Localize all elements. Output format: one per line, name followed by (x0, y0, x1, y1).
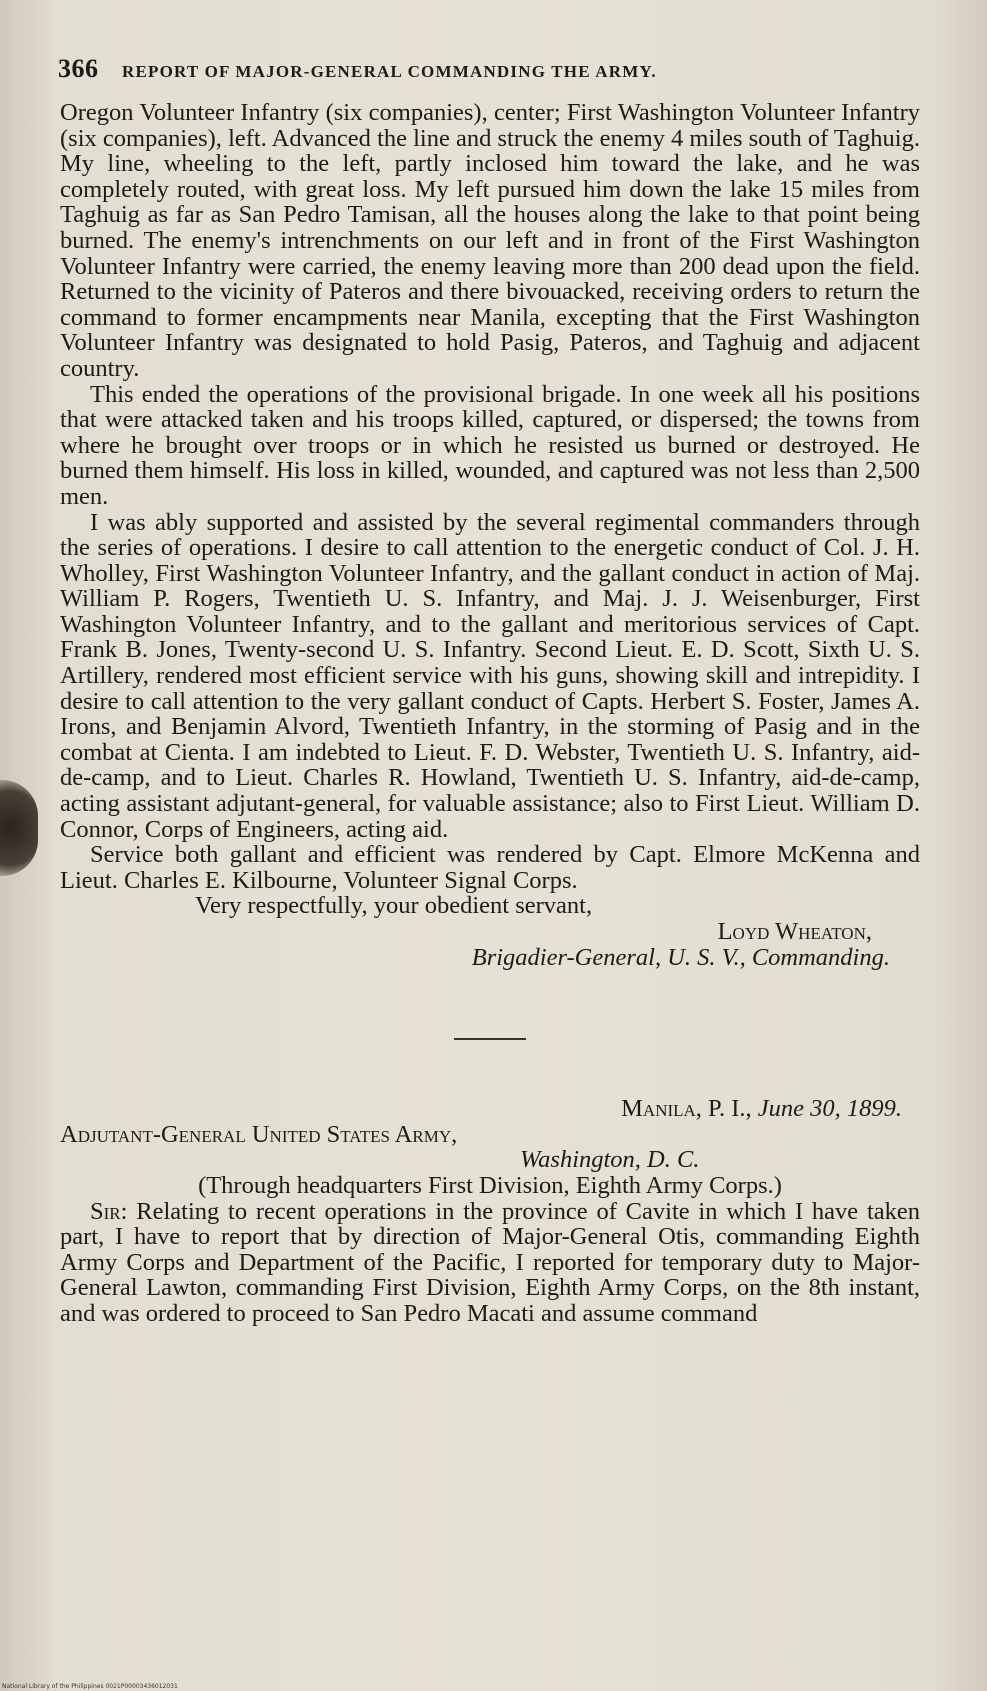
signature-name: Loyd Wheaton, (717, 918, 872, 945)
dateline-date: June 30, 1899. (757, 1095, 902, 1123)
page-header (58, 54, 938, 84)
running-title: REPORT OF MAJOR-GENERAL COMMANDING THE ARMY. (122, 62, 657, 81)
section-divider (454, 1038, 526, 1040)
dateline (60, 1096, 920, 1122)
scan-footer: National Library of the Philippines 0021P00003436012031 (2, 1683, 178, 1690)
scanner-thumb-shadow (0, 780, 38, 876)
signature-title: Brigadier-General, U. S. V., Commanding. (471, 943, 890, 971)
paragraph: I was ably supported and assisted by the several regimental commanders through the series of operations. I desire to call attention to the energetic conduct of Col. J. H. Wholley, First Washington Volunteer Infantry, and the gallant conduct in action of Maj. William P. Rogers, Twentieth U. S. Infantry, and Maj. J. J. Weisenburger, First Washington Volunteer Infantry, and to the gallant and meritorious services of Capt. Frank B. Jones, Twenty-second U. S. Infantry. Second Lieut. E. D. Scott, Sixth U. S. Artillery, rendered most efficient service with his guns, showing skill and intrepidity. I desire to call attention to the very gallant conduct of Capts. Herbert S. Foster, James A. Irons, and Benjamin Alvord, Twentieth Infantry, in the storming of Pasig and in the combat at Cienta. I am indebted to Lieut. F. D. Webster, Twentieth U. S. Infantry, aid-de-camp, and to Lieut. Charles R. Howland, Twentieth U. S. Infantry, aid-de-camp, acting assistant adjutant-general, for valuable assistance; also to First Lieut. William D. Connor, Corps of Engineers, acting aid. (60, 508, 920, 843)
closing-line: Very respectfully, your obedient servant, (195, 892, 593, 920)
letter-body-text: Relating to recent operations in the province of Cavite in which I have taken part, I have to report that by direction of Major-General Otis, commanding Eighth Army Corps and Department of the Pacific, I reported for temporary duty to Major-General Lawton, commanding First Division, Eighth Army Corps, on the 8th instant, and was ordered to proceed to San Pedro Macati and assume command (60, 1197, 920, 1327)
addressee-location: Washington, D. C. (520, 1146, 700, 1174)
page-number: 366 (58, 54, 99, 83)
through-line: (Through headquarters First Division, Eighth Army Corps.) (198, 1171, 782, 1199)
letter-body (60, 1199, 920, 1327)
report-body (60, 100, 920, 1327)
addressee: Adjutant-General United States Army, (60, 1120, 458, 1148)
salutation: Sir: (90, 1197, 128, 1225)
dateline-place: Manila, P. I., (621, 1095, 752, 1123)
paragraph: Service both gallant and efficient was rendered by Capt. Elmore McKenna and Lieut. Charles E. Kilbourne, Volunteer Signal Corps. (60, 841, 920, 894)
paragraph-continued: Oregon Volunteer Infantry (six companies), center; First Washington Volunteer Infantry (six companies), left. Advanced the line and struck the enemy 4 miles south of Taghuig. My line, wheeling to the left, partly inclosed him toward the lake, and he was completely routed, with great loss. My left pursued him down the lake 15 miles from Taghuig as far as San Pedro Tamisan, all the houses along the lake to that point being burned. The enemy's intrenchments on our left and in front of the First Washington Volunteer Infantry were carried, the enemy leaving more than 200 dead upon the field. Returned to the vicinity of Pateros and there bivouacked, receiving orders to return the command to former encampments near Manila, excepting that the First Washington Volunteer Infantry was designated to hold Pasig, Pateros, and Taghuig and adjacent country. (60, 99, 920, 382)
paragraph: This ended the operations of the provisional brigade. In one week all his positions that were attacked taken and his troops killed, captured, or dispersed; the towns from where he brought over troops or in which he resisted us burned or destroyed. He burned them himself. His loss in killed, wounded, and captured was not less than 2,500 men. (60, 380, 920, 510)
